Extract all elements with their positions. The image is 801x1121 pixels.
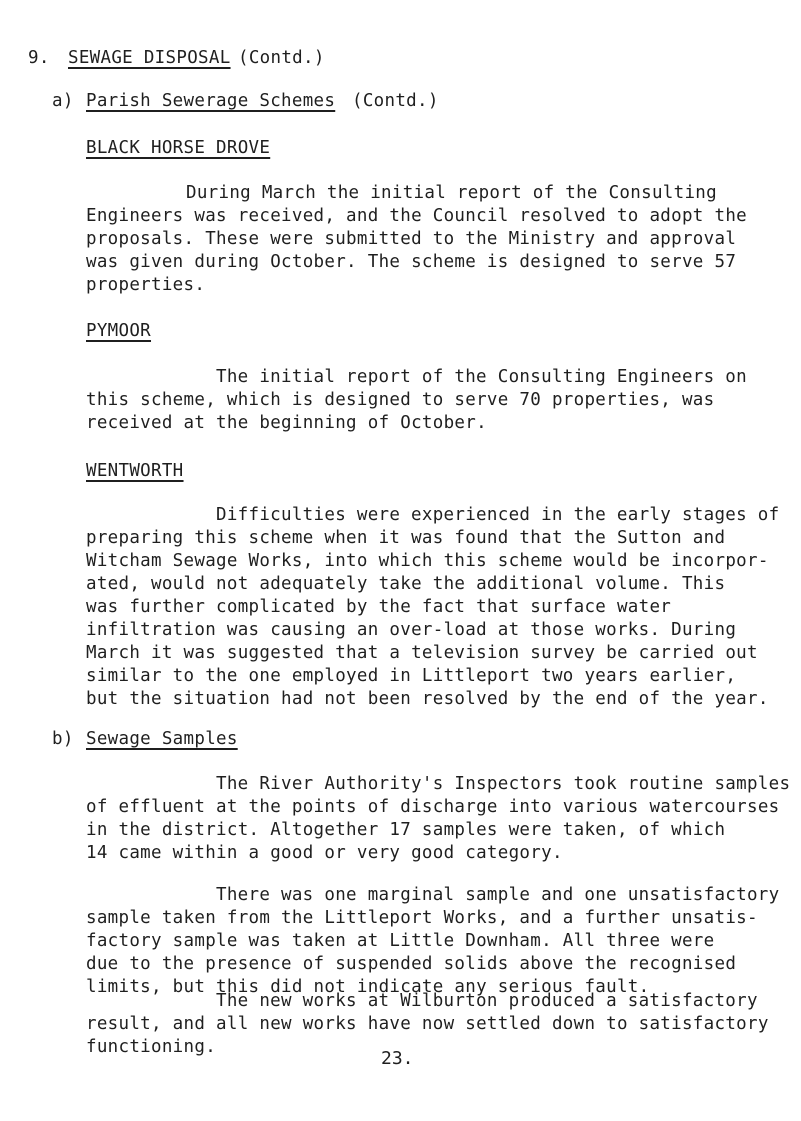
samples-paragraph-2: There was one marginal sample and one unsatisfactory sample taken from the Littleport Works, and a further unsatis- factory sample was taken at Little Downham. All three were due to the presence of suspended solids above the recognised limits, but this did not indicate any serious fault. (86, 885, 780, 997)
entry-heading-wentworth: WENTWORTH (86, 461, 184, 481)
subsection-b-title: Sewage Samples (86, 729, 238, 749)
entry-heading-black-horse-drove: BLACK HORSE DROVE (86, 138, 271, 158)
entry-heading-pymoor: PYMOOR (86, 321, 152, 341)
subsection-a-contd: (Contd.) (352, 91, 439, 111)
samples-paragraph-1: The River Authority's Inspectors took routine samples of effluent at the points of discharge into various watercourses in the district. Altogether 17 samples were taken, of which 14 came within a good or very good category. (86, 774, 791, 863)
samples-paragraph-3: The new works at Wilburton produced a satisfactory result, and all new works have now settled down to satisfactory functioning. (86, 991, 769, 1057)
entry-text-pymoor: The initial report of the Consulting Engineers on this scheme, which is designed to serve 70 properties, was received at the beginning of October. (86, 367, 747, 433)
entry-text-black-horse-drove: During March the initial report of the Consulting Engineers was received, and the Council resolved to adopt the proposals. These were submitted to the Ministry and approval was given during October. The scheme is designed to serve 57 properties. (86, 183, 747, 295)
page-number: 23. (381, 1048, 414, 1069)
section-number: 9. (28, 48, 50, 68)
subsection-b-letter: b) (52, 729, 74, 749)
subsection-a-title: Parish Sewerage Schemes (86, 91, 336, 111)
subsection-a-letter: a) (52, 91, 74, 111)
section-title: SEWAGE DISPOSAL (68, 48, 231, 68)
section-contd: (Contd.) (238, 48, 325, 68)
entry-text-wentworth: Difficulties were experienced in the early stages of preparing this scheme when it was found that the Sutton and Witcham Sewage Works, into which this scheme would be incorpor- ated, would not adequately take the additional volume. This was further complicated by the fact that surface water infiltration was causing an over-load at those works. During March it was suggested that a television survey be carried out similar to the one employed in Littleport two years earlier, but the situation had not been resolved by the end of the year. (86, 505, 780, 709)
